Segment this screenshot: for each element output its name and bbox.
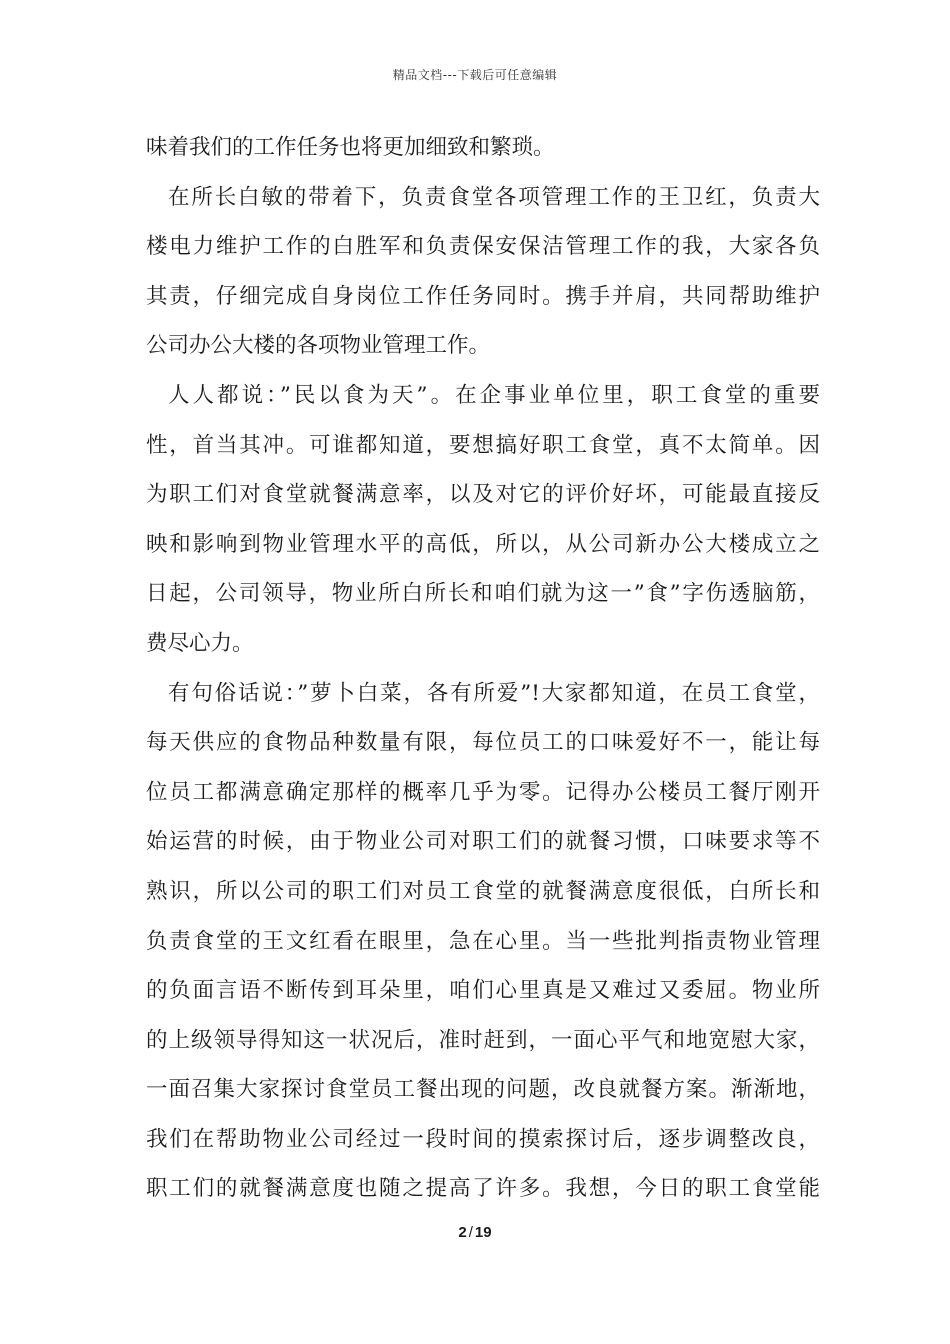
text-line: 的上级领导得知这一状况后，准时赶到，一面心平气和地宽慰大家， xyxy=(146,1027,820,1053)
text-line: 的负面言语不断传到耳朵里，咱们心里真是又难过又委屈。物业所 xyxy=(146,978,820,1004)
text-line: 始运营的时候，由于物业公司对职工们的就餐习惯，口味要求等不 xyxy=(146,829,820,855)
text-line: 其责，仔细完成自身岗位工作任务同时。携手并肩，共同帮助维护 xyxy=(146,283,820,309)
text-line: 一面召集大家探讨食堂员工餐出现的问题，改良就餐方案。渐渐地， xyxy=(146,1077,820,1103)
text-line: 为职工们对食堂就餐满意率，以及对它的评价好坏，可能最直接反 xyxy=(146,482,820,508)
text-line: 每天供应的食物品种数量有限，每位员工的口味爱好不一，能让每 xyxy=(146,730,820,756)
text-line: 位员工都满意确定那样的概率几乎为零。记得办公楼员工餐厅刚开 xyxy=(146,779,820,805)
text-line: 映和影响到物业管理水平的高低，所以，从公司新办公大楼成立之 xyxy=(146,531,820,557)
text-line: 公司办公大楼的各项物业管理工作。 xyxy=(146,333,491,359)
text-line: 在所长白敏的带着下，负责食堂各项管理工作的王卫红，负责大 xyxy=(168,184,820,210)
text-line: 我们在帮助物业公司经过一段时间的摸索探讨后，逐步调整改良， xyxy=(146,1126,820,1152)
text-line: 味着我们的工作任务也将更加细致和繁琐。 xyxy=(146,135,555,160)
text-line: 楼电力维护工作的白胜军和负责保安保洁管理工作的我，大家各负 xyxy=(146,234,820,260)
current-page: 2 xyxy=(458,1224,467,1241)
text-line: 负责食堂的王文红看在眼里，急在心里。当一些批判指责物业管理 xyxy=(146,928,820,954)
document-body xyxy=(146,123,820,1214)
text-line: 有句俗话说：”萝卜白菜，各有所爱”!大家都知道，在员工食堂， xyxy=(168,680,820,706)
text-line: 人人都说：”民以食为天”。在企事业单位里，职工食堂的重要 xyxy=(168,382,820,408)
page-number xyxy=(0,1224,950,1241)
text-line: 职工们的就餐满意度也随之提高了许多。我想，今日的职工食堂能 xyxy=(146,1176,820,1202)
text-line: 熟识，所以公司的职工们对员工食堂的就餐满意度很低，白所长和 xyxy=(146,878,820,904)
total-pages: 19 xyxy=(474,1224,492,1241)
text-line: 费尽心力。 xyxy=(146,630,254,656)
text-line: 日起，公司领导，物业所白所长和咱们就为这一”食”字伤透脑筋， xyxy=(146,581,820,607)
page-separator: / xyxy=(468,1224,473,1241)
page-header: 精品文档---下载后可任意编辑 xyxy=(392,68,558,82)
text-line: 性，首当其冲。可谁都知道，要想搞好职工食堂，真不太简单。因 xyxy=(146,432,820,458)
